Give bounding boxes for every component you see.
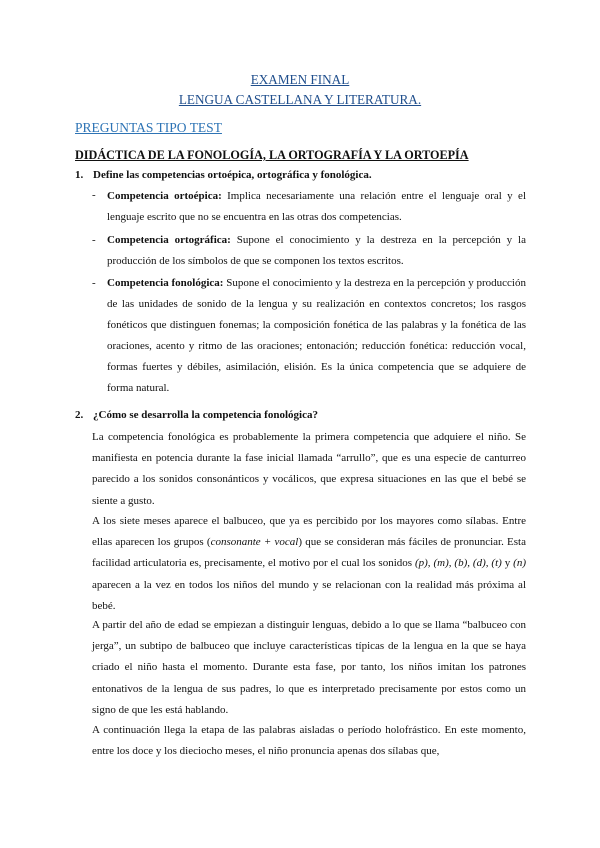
italic-run: (p), (m), (b), (d), (t): [414, 557, 502, 570]
definition-text: Supone el conocimiento y la destreza en la percepción y producción de las unidades de sonido de la lengua y su realización en contextos concretos; los rasgos fonéticos que distinguen fonemas; la composición fonética de las palabras y la fonética de las oraciones, acento y ritmo de las oraciones; entonación; reducción fonética: reducción vocal, formas fuertes y débiles, asimilación, elisión. Es la única competencia que se adquiere de forma natural.: [107, 277, 526, 394]
paragraph-jerga: A partir del año de edad se empiezan a distinguir lenguas, debido a lo que se llama “balbuceo con jerga”, un subtipo de balbuceo que incluye características típicas de la lengua en la que se haya criado el niño hasta el momento. Durante esta fase, por tanto, los niños imitan los patrones entonativos de la lengua de sus padres, lo que es interpretado precisamente por estos como un signo de que les está hablando.: [92, 619, 526, 716]
definition-orthographic: [107, 230, 526, 272]
question-1-number: 1.: [75, 169, 84, 181]
question-2-text: ¿Cómo se desarrolla la competencia fonológica?: [93, 409, 318, 421]
bullet-dash: -: [92, 234, 96, 246]
subject-title: LENGUA CASTELLANA Y LITERATURA.: [178, 92, 422, 107]
section-heading: DIDÁCTICA DE LA FONOLOGÍA, LA ORTOGRAFÍA Y LA ORTOEPÍA: [75, 148, 469, 162]
text-run: ) que se consideran más fáciles de pronunciar. Esta facilidad articulatoria es, precisamente, el motivo por el cual los sonidos: [92, 536, 526, 570]
text-run: y: [501, 557, 514, 570]
question-2-number: 2.: [75, 409, 84, 421]
italic-run: consonante + vocal: [210, 536, 299, 549]
question-1-text: Define las competencias ortoépica, ortográfica y fonológica.: [93, 169, 372, 181]
italic-run: (n): [513, 557, 526, 570]
question-type-heading: PREGUNTAS TIPO TEST: [75, 120, 222, 135]
definition-orthoepic: [107, 186, 526, 228]
paragraph-arrullo: La competencia fonológica es probablemente la primera competencia que adquiere el niño. Se manifiesta en potencia durante la fase inicial llamada “arrullo”, que es una especie de canturreo parecido a los sonidos consonánticos y vocálicos, que expresa situaciones en las que el bebé se siente a gusto.: [92, 431, 526, 507]
term-label: Competencia ortoépica:: [107, 190, 222, 202]
definition-text: Supone el conocimiento y la destreza en la percepción y la producción de los símbolos de que se componen los textos escritos.: [107, 234, 526, 267]
term-label: Competencia ortográfica:: [107, 234, 231, 246]
paragraph-holofrastico: A continuación llega la etapa de las palabras aisladas o período holofrástico. En este momento, entre los doce y los dieciocho meses, el niño pronuncia apenas dos sílabas que,: [92, 724, 526, 758]
text-run: A los siete meses aparece el balbuceo, que ya es percibido por los mayores como sílabas. Entre ellas aparecen los grupos (: [92, 515, 526, 549]
exam-title: EXAMEN FINAL: [250, 72, 350, 87]
text-run: aparecen a la vez en todos los niños del mundo y se relacionan con la realidad más próxima al bebé.: [92, 578, 526, 612]
term-label: Competencia fonológica:: [107, 277, 224, 289]
definition-phonological: [107, 273, 526, 399]
definition-text: Implica necesariamente una relación entre el lenguaje oral y el lenguaje escrito que no se encuentra en las otras dos competencias.: [107, 190, 526, 223]
paragraph-balbuceo: [92, 511, 526, 617]
bullet-dash: -: [92, 277, 96, 289]
bullet-dash: -: [92, 189, 96, 201]
